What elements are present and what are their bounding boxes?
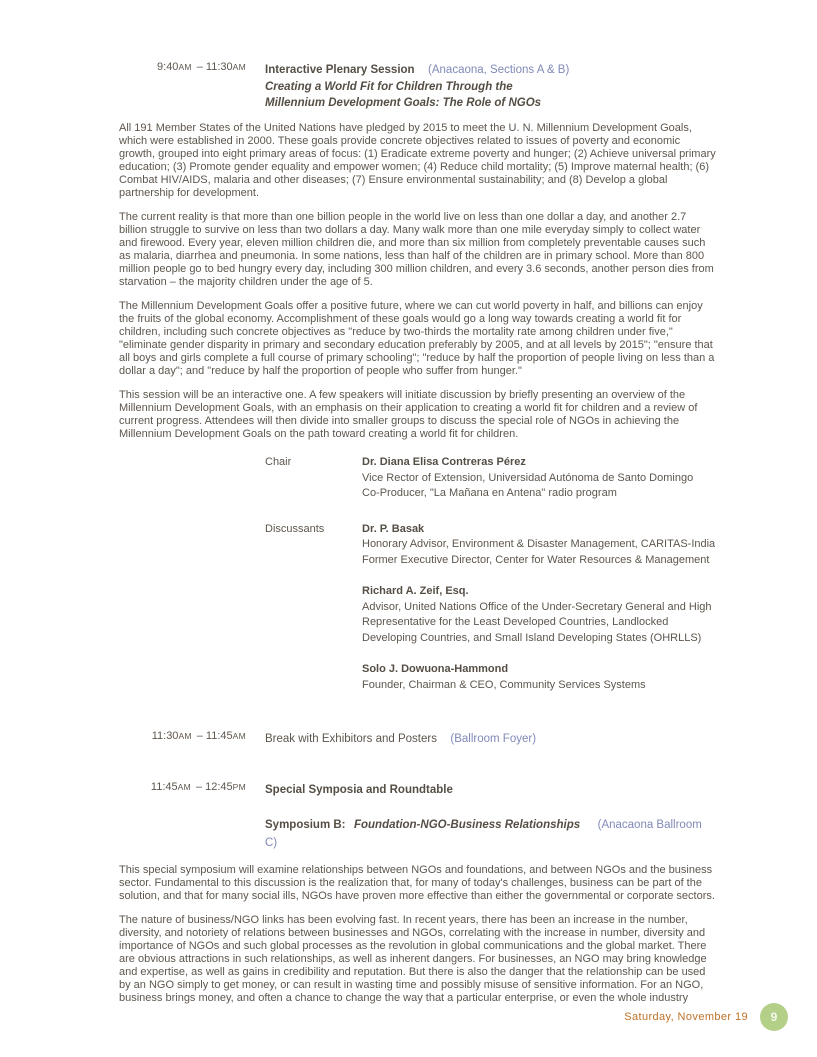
- time-start-meridiem: AM: [178, 731, 192, 741]
- time-end: 11:30: [205, 61, 233, 73]
- chair-title-line-1: Vice Rector of Extension, Universidad Autónoma de Santo Domingo: [362, 471, 694, 484]
- plenary-session-time: [119, 60, 246, 74]
- symposium-b-heading: [265, 815, 717, 851]
- time-start-meridiem: AM: [178, 62, 192, 72]
- time-end: 11:45: [205, 730, 233, 742]
- discussants-label: Discussants: [265, 522, 325, 535]
- plenary-session-subtitle: [265, 80, 717, 111]
- plenary-paragraph-3: The Millennium Development Goals offer a positive future, where we can cut world poverty in half, and billions can enjoy the fruits of the global economy. Accomplishment of these goals would go a long way towards creating a world fit for children, including such concrete objectives as "reduce by two-thirds the mortality rate among children under five," "eliminate gender disparity in primary and secondary education preferably by 2005, and at all levels by 2015"; "ensure that all boys and girls complete a full course of primary schooling"; "reduce by half the proportion of people living on less than a dollar a day"; and "reduce by half the proportion of people who suffer from hunger.": [119, 300, 715, 377]
- break-session-location: (Ballroom Foyer): [450, 733, 537, 745]
- discussants-info: [362, 522, 717, 694]
- discussant-1-name: Dr. P. Basak: [362, 522, 425, 535]
- plenary-paragraph-2: The current reality is that more than one billion people in the world live on less than one dollar a day, and another 2.7 billion struggle to survive on less than two dollars a day. Many walk more than one mile everyday simply to collect water and firewood. Every year, eleven million children die, and more than six million from completely preventable causes such as malaria, diarrhea and pneumonia. In some nations, less than half of the children are in primary school. More than 800 million people go to bed hungry every day, including 300 million children, and every 3.6 seconds, another person dies from starvation – the majority children under the age of 5.: [119, 211, 714, 288]
- symposium-b-prefix: Symposium B:: [265, 819, 346, 831]
- plenary-session-header: [119, 60, 717, 111]
- time-start-meridiem: AM: [177, 782, 191, 792]
- time-end-meridiem: AM: [232, 62, 246, 72]
- time-start: 11:30: [151, 730, 179, 742]
- chair-title-line-2: Co-Producer, "La Mañana en Antena" radio program: [362, 487, 617, 499]
- symposium-paragraph-1: This special symposium will examine relationships between NGOs and foundations, and between NGOs and the business sector. Fundamental to this discussion is the realization that, for many of today's challenges, business can be part of the solution, and that for many social ills, NGOs have proven more effective than either the governmental or corporate sectors.: [119, 864, 715, 902]
- time-end: 12:45: [205, 781, 233, 793]
- plenary-subtitle-line-1: Creating a World Fit for Children Through the: [265, 81, 513, 93]
- plenary-title-line: [265, 60, 717, 78]
- discussant-2-title: Advisor, United Nations Office of the Under-Secretary General and High Representative for the Least Developed Countries, Landlocked Developing Countries, and Small Island Developing States (OHRLLS): [362, 600, 712, 644]
- page-footer: [624, 1003, 788, 1031]
- discussant-3-name: Solo J. Dowuona-Hammond: [362, 663, 509, 675]
- symposia-session-time: [119, 780, 246, 794]
- break-session-header: [119, 729, 717, 747]
- discussants-row: [265, 522, 717, 694]
- chair-label: Chair: [265, 456, 292, 468]
- symposia-session-header: [119, 780, 717, 798]
- discussant-1-title-line-1: Honorary Advisor, Environment & Disaster Management, CARITAS-India: [362, 538, 716, 550]
- plenary-session-location: (Anacaona, Sections A & B): [428, 64, 570, 76]
- time-start: 11:45: [150, 781, 178, 793]
- symposium-b-location: (Anacaona Ballroom C): [265, 819, 702, 849]
- footer-date: Saturday, November 19: [624, 1011, 748, 1023]
- chair-row: [265, 455, 717, 502]
- break-session-time: [119, 729, 246, 743]
- discussant-3: [362, 662, 717, 693]
- symposia-session-content: [265, 780, 717, 798]
- plenary-session-content: [265, 60, 717, 111]
- plenary-paragraph-4: This session will be an interactive one. A few speakers will initiate discussion by briefly presenting an overview of the Millennium Development Goals, with an emphasis on their application to creating a world fit for children and a review of current progress. Attendees will then divide into smaller groups to discuss the special role of NGOs in achieving the Millennium Development Goals on the path toward creating a world fit for children.: [119, 389, 698, 440]
- time-start: 9:40: [157, 61, 179, 73]
- time-end-meridiem: AM: [232, 731, 246, 741]
- time-dash: –: [196, 730, 203, 742]
- time-end-meridiem: PM: [232, 782, 246, 792]
- symposium-b-name: Foundation-NGO-Business Relationships: [353, 819, 581, 831]
- break-session-title: Break with Exhibitors and Posters: [265, 733, 437, 745]
- plenary-people-section: [265, 455, 717, 693]
- plenary-subtitle-line-2: Millennium Development Goals: The Role of NGOs: [265, 96, 542, 109]
- break-session-content: [265, 729, 717, 747]
- discussant-3-title: Founder, Chairman & CEO, Community Services Systems: [362, 678, 646, 691]
- discussant-1-title-line-2: Former Executive Director, Center for Water Resources & Management: [362, 553, 710, 566]
- plenary-session-title: Interactive Plenary Session: [265, 64, 415, 76]
- symposia-session-title: Special Symposia and Roundtable: [265, 784, 453, 796]
- symposium-paragraph-2: The nature of business/NGO links has been evolving fast. In recent years, there has been an increase in the number, diversity, and notoriety of relations between businesses and NGOs, correlating with the increase in number, diversity and importance of NGOs and such global processes as the revolution in global communications and the global market. There are obvious attractions in such relationships, as well as inherent dangers. For businesses, an NGO may bring knowledge and expertise, as well as gains in credibility and reputation. But there is also the danger that the relationship can be used by an NGO simply to get money, or can result in wasting time and possibly misuse of sensitive information. For an NGO, business brings money, and often a chance to change the way that a particular enterprise, or even the whole industry: [119, 914, 707, 1004]
- chair-name: Dr. Diana Elisa Contreras Pérez: [362, 456, 526, 468]
- time-dash: –: [195, 781, 203, 793]
- discussant-2-name: Richard A. Zeif, Esq.: [362, 585, 469, 597]
- chair-info: [362, 455, 717, 502]
- plenary-paragraph-1: All 191 Member States of the United Nations have pledged by 2015 to meet the U. N. Millennium Development Goals, which were established in 2000. These goals provide concrete objectives related to issues of poverty and economic growth, grouped into eight primary areas of focus: (1) Eradicate extreme poverty and hunger; (2) Achieve universal primary education; (3) Promote gender equality and empower women; (4) Reduce child mortality; (5) Improve maternal health; (6) Combat HIV/AIDS, malaria and other diseases; (7) Ensure environmental sustainability; and (8) Develop a global partnership for development.: [119, 122, 716, 199]
- time-dash: –: [196, 61, 203, 73]
- discussant-2: [362, 584, 717, 646]
- discussant-1: [362, 522, 717, 569]
- page-number-badge: 9: [760, 1003, 788, 1031]
